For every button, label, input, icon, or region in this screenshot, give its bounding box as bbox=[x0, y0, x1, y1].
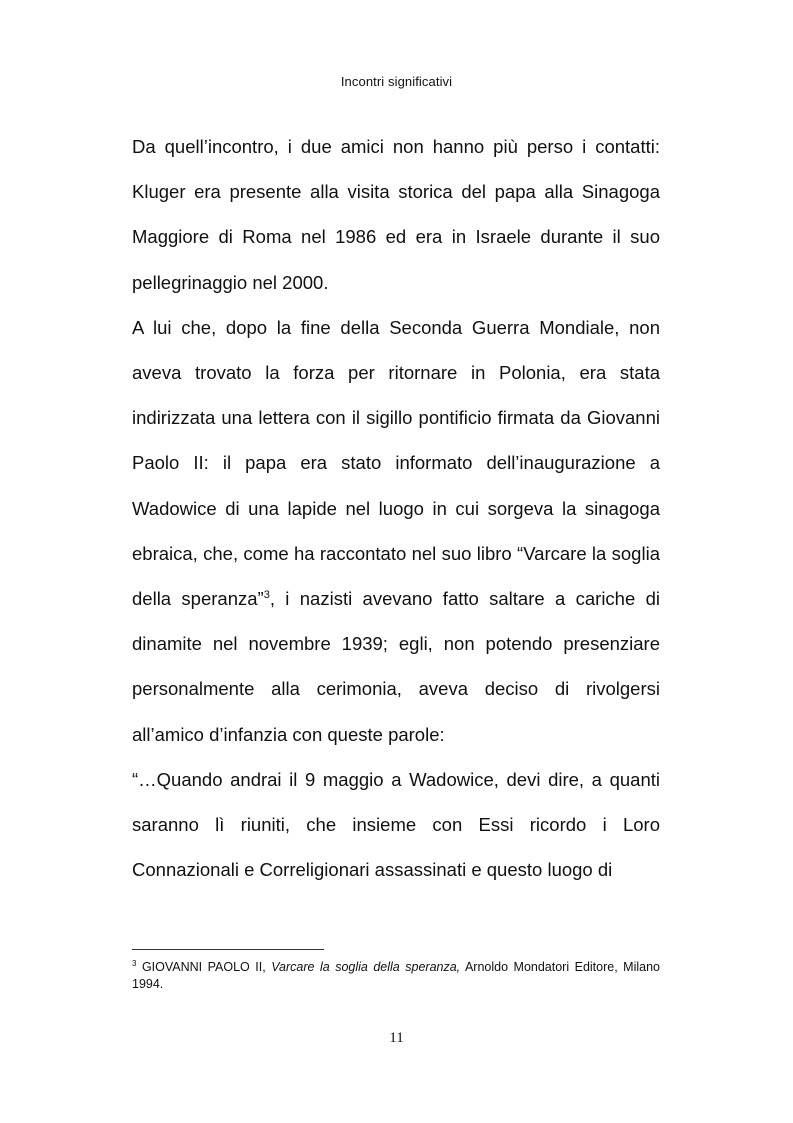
footnote-marker: 3 bbox=[132, 958, 137, 968]
footnote-separator bbox=[132, 949, 324, 950]
paragraph-3: “…Quando andrai il 9 maggio a Wadowice, devi dire, a quanti saranno lì riuniti, che insieme con Essi ricordo i Loro Connazionali e Correligionari assassinati e questo luogo di bbox=[132, 768, 660, 881]
paragraph-2 bbox=[132, 305, 660, 757]
page-number: 11 bbox=[389, 1030, 404, 1046]
paragraph-2-text-b: , i nazisti avevano fatto saltare a cariche di dinamite nel novembre 1939; egli, non potendo presenziare personalmente alla cerimonia, aveva deciso di rivolgersi all’amico d’infanzia con queste parole: bbox=[132, 588, 660, 745]
footnote bbox=[132, 959, 660, 993]
footnote-publication: Arnoldo Mondatori Editore, Milano 1994. bbox=[132, 960, 661, 991]
running-header: Incontri significativi bbox=[340, 74, 453, 89]
paragraph-1: Da quell’incontro, i due amici non hanno più perso i contatti: Kluger era presente alla visita storica del papa alla Sinagoga Maggiore di Roma nel 1986 ed era in Israele durante il suo pellegrinaggio nel 2000. bbox=[132, 136, 660, 293]
paragraph-2-text-a: A lui che, dopo la fine della Seconda Guerra Mondiale, non aveva trovato la forza per ritornare in Polonia, era stata indirizzata una lettera con il sigillo pontificio firmata da Giovanni Paolo II: il papa era stato informato dell’inaugurazione a Wadowice di una lapide nel luogo in cui sorgeva la sinagoga ebraica, che, come ha raccontato nel suo libro “Varcare la soglia della speranza” bbox=[132, 316, 660, 610]
main-text bbox=[132, 124, 660, 892]
footnote-author: GIOVANNI PAOLO II, bbox=[136, 960, 272, 974]
footnote-title: Varcare la soglia della speranza, bbox=[271, 960, 461, 974]
footnote-reference: 3 bbox=[263, 588, 270, 601]
